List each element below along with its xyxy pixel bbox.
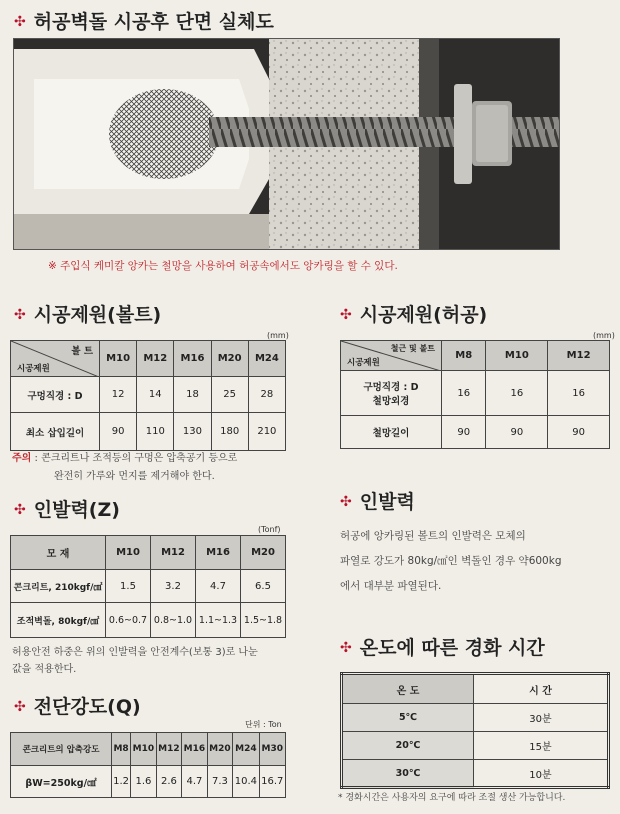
- bolt-corner-cell: [11, 341, 100, 377]
- cure-title: 온도에 따른 경화 시간: [359, 637, 545, 659]
- table-cell: 16: [548, 371, 610, 416]
- table-cell: 110: [137, 413, 174, 451]
- pull-hollow-line: 에서 대부분 파열된다.: [340, 580, 442, 592]
- row-label: 구멍직경 : D: [11, 377, 100, 413]
- table-cell: 3.2: [151, 570, 196, 603]
- table-cell: 12: [100, 377, 137, 413]
- cross-ornament-icon: ✣: [14, 307, 26, 323]
- pull-col-header: M12: [151, 536, 196, 570]
- cross-ornament-icon: ✣: [340, 494, 352, 510]
- pull-header-label: 모 재: [11, 536, 106, 570]
- pull-hollow-title: 인발력: [359, 491, 415, 513]
- table-cell: 2.6: [156, 766, 182, 798]
- table-cell: 28: [248, 377, 285, 413]
- table-cell: 1.6: [131, 766, 157, 798]
- section-title-hollow: [340, 300, 487, 327]
- table-cell: 4.7: [196, 570, 241, 603]
- table-row: [342, 704, 609, 732]
- hollow-unit: (mm): [593, 331, 615, 340]
- shear-header-label: 콘크리트의 압축강도: [11, 733, 112, 766]
- table-cell: 180: [211, 413, 248, 451]
- bolt-spec-table: [10, 340, 286, 451]
- row-label: 콘크리트, 210kgf/㎠: [11, 570, 106, 603]
- pull-title: 인발력(Z): [33, 499, 120, 521]
- table-cell: 90: [548, 416, 610, 449]
- photo-note: ※ 주입식 케미칼 앙카는 철망을 사용하여 허공속에서도 앙카링을 할 수 있다.: [48, 260, 398, 272]
- pull-table: [10, 535, 286, 638]
- row-label-line: 구멍직경 : D: [363, 382, 419, 393]
- table-row: [342, 760, 609, 788]
- shear-col-header: M8: [112, 733, 131, 766]
- row-label: βW=250kg/㎠: [11, 766, 112, 798]
- bolt-note-line: 완전히 가루와 먼지를 제거해야 한다.: [54, 471, 215, 482]
- shear-col-header: M20: [207, 733, 233, 766]
- cross-ornament-icon: ✣: [340, 640, 352, 656]
- shear-col-header: M30: [259, 733, 285, 766]
- hollow-spec-table: [340, 340, 610, 449]
- cure-note: * 경화시간은 사용자의 요구에 따라 조절 생산 가능합니다.: [338, 793, 566, 803]
- table-cell: 210: [248, 413, 285, 451]
- shear-col-header: M16: [182, 733, 208, 766]
- table-cell: 0.6~0.7: [106, 603, 151, 638]
- cure-table: [340, 672, 610, 789]
- table-row: [341, 371, 610, 416]
- table-cell: 16: [442, 371, 486, 416]
- row-label-line: 철망외경: [372, 396, 410, 407]
- section-title-cure: [340, 633, 545, 660]
- shear-col-header: M24: [233, 733, 259, 766]
- table-cell: 18: [174, 377, 211, 413]
- table-cell: 1.2: [112, 766, 131, 798]
- cure-time: 15분: [474, 732, 609, 760]
- pull-note: [12, 644, 258, 678]
- cure-time: 30분: [474, 704, 609, 732]
- hollow-col-header: M12: [548, 341, 610, 371]
- table-cell: 90: [100, 413, 137, 451]
- cross-ornament-icon: ✣: [14, 502, 26, 518]
- cure-time: 10분: [474, 760, 609, 788]
- pull-unit: (Tonf): [258, 525, 281, 534]
- table-row: [11, 570, 286, 603]
- row-label: 조적벽돌, 80kgf/㎠: [11, 603, 106, 638]
- cure-temp: 20℃: [342, 732, 474, 760]
- row-label: 최소 삽입길이: [11, 413, 100, 451]
- bolt-note: [12, 450, 237, 486]
- pull-note-line: 허용안전 하중은 위의 인발력을 안전계수(보통 3)로 나눈: [12, 647, 258, 658]
- table-cell: 10.4: [233, 766, 259, 798]
- table-cell: 16: [486, 371, 548, 416]
- section-title-pull-hollow: [340, 487, 415, 514]
- hollow-col-header: M10: [486, 341, 548, 371]
- hollow-corner-top: 철근 및 볼트: [390, 344, 435, 353]
- cross-ornament-icon: ✣: [14, 699, 26, 715]
- cross-ornament-icon: ✣: [14, 14, 26, 30]
- table-cell: 25: [211, 377, 248, 413]
- table-cell: 1.5: [106, 570, 151, 603]
- shear-table: [10, 732, 286, 798]
- pull-hollow-line: 허공에 앙카링된 볼트의 인발력은 모체의: [340, 530, 526, 542]
- cross-ornament-icon: ✣: [340, 307, 352, 323]
- table-row: [11, 413, 286, 451]
- pull-col-header: M16: [196, 536, 241, 570]
- bolt-col-header: M24: [248, 341, 285, 377]
- pull-note-line: 값을 적용한다.: [12, 664, 77, 675]
- bolt-col-header: M16: [174, 341, 211, 377]
- section-title-shear: [14, 692, 141, 719]
- cross-section-photo: [13, 38, 560, 250]
- table-cell: 1.1~1.3: [196, 603, 241, 638]
- table-cell: 130: [174, 413, 211, 451]
- bolt-corner-bottom: 시공제원: [17, 364, 50, 374]
- pull-col-header: M20: [241, 536, 286, 570]
- bolt-corner-top: 볼 트: [71, 346, 93, 357]
- pull-col-header: M10: [106, 536, 151, 570]
- shear-col-header: M10: [131, 733, 157, 766]
- page-title-row: [14, 7, 274, 34]
- bolt-col-header: M20: [211, 341, 248, 377]
- table-row: [342, 732, 609, 760]
- table-row: [11, 377, 286, 413]
- table-cell: 4.7: [182, 766, 208, 798]
- table-cell: 90: [486, 416, 548, 449]
- bolt-col-header: M10: [100, 341, 137, 377]
- section-title-pull: [14, 495, 120, 522]
- cure-temp: 30℃: [342, 760, 474, 788]
- hollow-col-header: M8: [442, 341, 486, 371]
- bolt-unit: (mm): [267, 331, 289, 340]
- bolt-note-head: 주의: [12, 453, 32, 464]
- table-cell: 90: [442, 416, 486, 449]
- row-label: [341, 371, 442, 416]
- cure-head-time: 시 간: [474, 674, 609, 704]
- bolt-col-header: M12: [137, 341, 174, 377]
- table-cell: 7.3: [207, 766, 233, 798]
- table-row: [11, 603, 286, 638]
- table-cell: 14: [137, 377, 174, 413]
- bolt-note-line: : 콘크리트나 조적등의 구멍은 압축공기 등으로: [34, 453, 238, 464]
- cure-head-temp: 온 도: [342, 674, 474, 704]
- row-label: 철망길이: [341, 416, 442, 449]
- table-row: [341, 416, 610, 449]
- hollow-corner-cell: [341, 341, 442, 371]
- table-cell: 0.8~1.0: [151, 603, 196, 638]
- hollow-title: 시공제원(허공): [359, 304, 488, 326]
- pull-hollow-text: [340, 524, 561, 599]
- hollow-corner-bottom: 시공제원: [347, 358, 380, 368]
- shear-col-header: M12: [156, 733, 182, 766]
- bolt-title: 시공제원(볼트): [33, 304, 162, 326]
- page-title: 허공벽돌 시공후 단면 실체도: [33, 11, 274, 33]
- shear-title: 전단강도(Q): [33, 696, 141, 718]
- table-cell: 16.7: [259, 766, 285, 798]
- table-cell: 6.5: [241, 570, 286, 603]
- table-cell: 1.5~1.8: [241, 603, 286, 638]
- shear-unit: 단위 : Ton: [245, 720, 282, 729]
- cure-temp: 5℃: [342, 704, 474, 732]
- pull-hollow-line: 파열로 강도가 80kg/㎠인 벽돌인 경우 약600kg: [340, 555, 562, 567]
- section-title-bolt: [14, 300, 161, 327]
- table-row: [11, 766, 286, 798]
